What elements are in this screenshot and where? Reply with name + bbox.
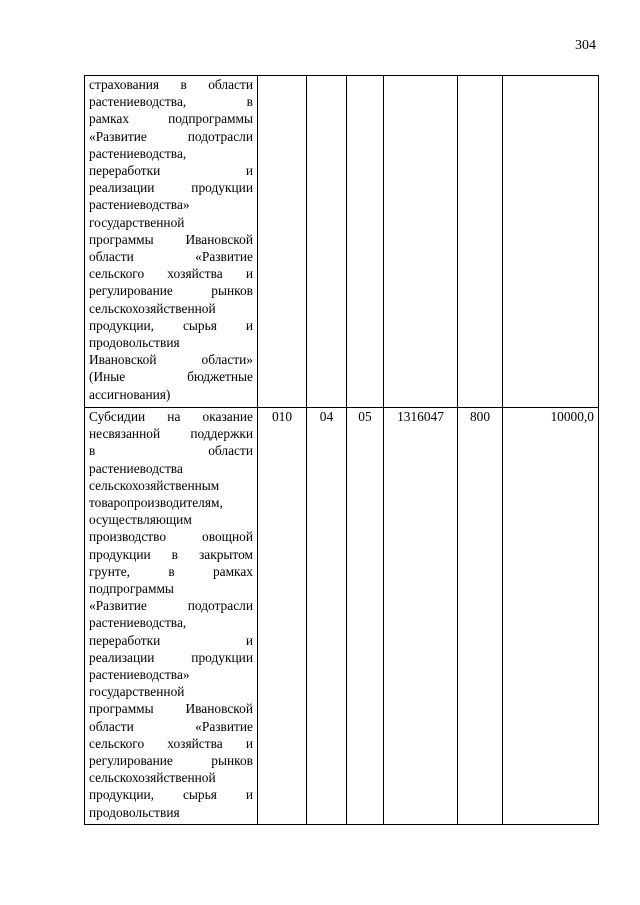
description-line: реализации продукции (89, 649, 253, 665)
description-line: грунте, в рамках (89, 563, 253, 579)
cell-section: 04 (307, 408, 347, 825)
description-line: регулирование рынков (89, 753, 253, 769)
description-line: сельского хозяйства и (89, 266, 253, 282)
description-line: (Иные бюджетные (89, 369, 253, 385)
description-line: Ивановской области» (89, 352, 253, 368)
cell-amount (503, 76, 599, 408)
description-line: растениеводства, (89, 615, 187, 631)
description-line: Субсидии на оказание (89, 409, 253, 424)
row-description (85, 408, 258, 825)
description-line: ассигнования) (89, 386, 171, 402)
description-line: несвязанной поддержки (89, 426, 253, 442)
description-line: растениеводства, (89, 145, 187, 161)
cell-expense-type (458, 76, 503, 408)
description-line: сельскохозяйственной (89, 770, 216, 786)
cell-ministry: 010 (258, 408, 307, 825)
cell-ministry (258, 76, 307, 408)
description-line: подпрограммы (89, 581, 174, 597)
description-line: «Развитие подотрасли (89, 128, 253, 144)
description-line: товаропроизводителям, (89, 495, 223, 511)
description-line: сельскохозяйственной (89, 300, 216, 316)
description-line: области «Развитие (89, 249, 253, 265)
description-line: продукции, сырья и (89, 317, 253, 333)
description-line: программы Ивановской (89, 231, 253, 247)
description-line: переработки и (89, 163, 253, 179)
description-line: продукции в закрытом (89, 546, 253, 562)
description-line: продукции, сырья и (89, 787, 253, 803)
cell-expense-type: 800 (458, 408, 503, 825)
description-line: страхования в области (89, 77, 253, 92)
cell-target-article: 1316047 (384, 408, 458, 825)
description-line: осуществляющим (89, 512, 192, 528)
table-row (85, 408, 599, 825)
table-body (85, 76, 599, 825)
cell-amount: 10000,0 (503, 408, 599, 825)
description-line: переработки и (89, 632, 253, 648)
description-line: растениеводства, в (89, 94, 253, 110)
cell-subsection (347, 76, 384, 408)
description-line: государственной (89, 214, 185, 230)
description-line: области «Развитие (89, 718, 253, 734)
description-line: продовольствия (89, 804, 180, 820)
budget-table (84, 75, 599, 825)
description-line: сельского хозяйства и (89, 735, 253, 751)
description-line: растениеводства (89, 460, 183, 476)
row-description (85, 76, 258, 408)
description-line: «Развитие подотрасли (89, 598, 253, 614)
cell-section (307, 76, 347, 408)
description-line: в области (89, 443, 253, 459)
description-line: растениеводства» (89, 667, 190, 683)
description-line: государственной (89, 684, 185, 700)
cell-subsection: 05 (347, 408, 384, 825)
description-line: производство овощной (89, 529, 253, 545)
cell-target-article (384, 76, 458, 408)
description-line: программы Ивановской (89, 701, 253, 717)
description-line: рамках подпрограммы (89, 111, 253, 127)
description-line: растениеводства» (89, 197, 190, 213)
description-line: сельскохозяйственным (89, 477, 220, 493)
description-line: реализации продукции (89, 180, 253, 196)
table-row (85, 76, 599, 408)
page-number: 304 (575, 38, 596, 53)
description-line: продовольствия (89, 335, 180, 351)
description-line: регулирование рынков (89, 283, 253, 299)
